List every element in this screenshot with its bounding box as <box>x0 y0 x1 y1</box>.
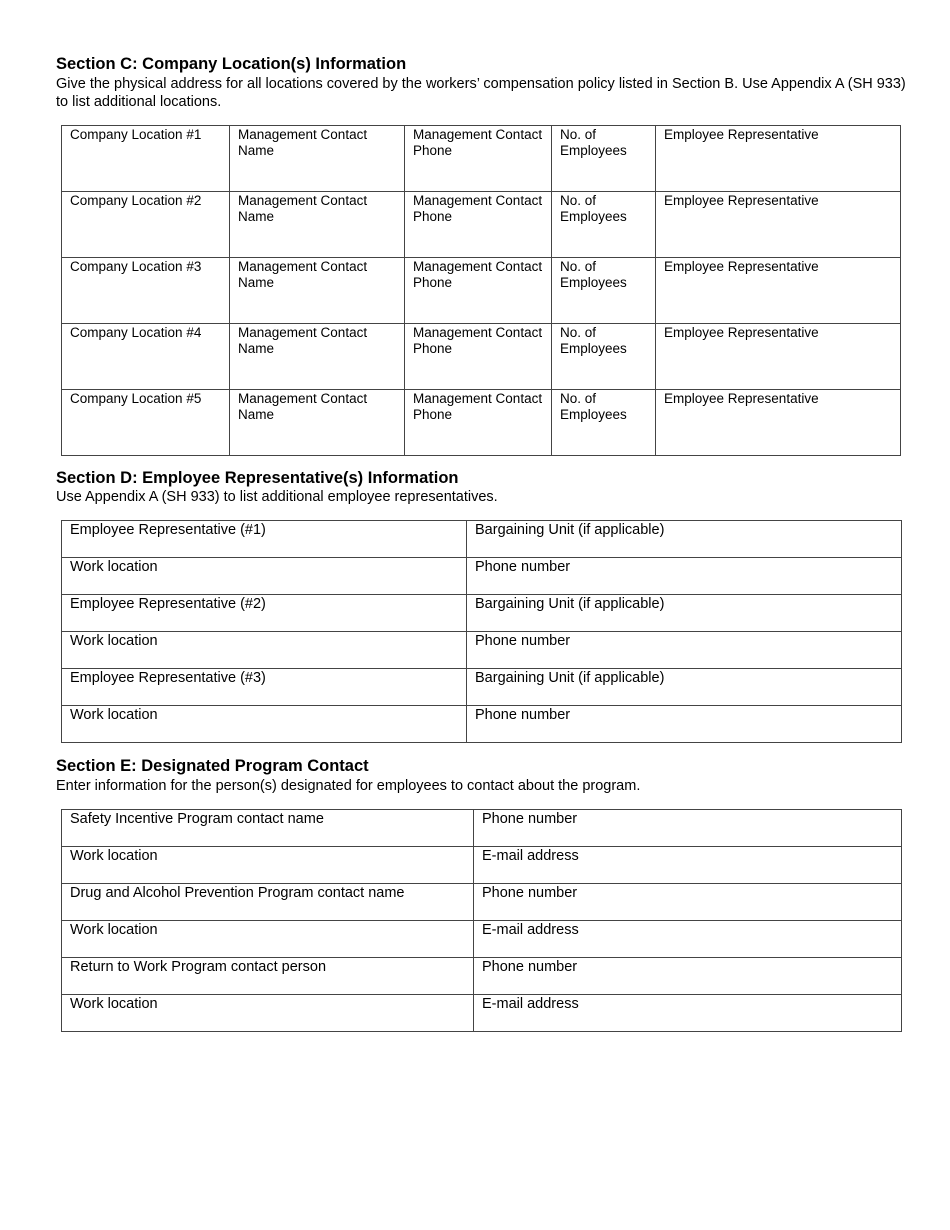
table-row <box>62 884 902 921</box>
company-location-field[interactable]: Company Location #1 <box>62 126 230 192</box>
employee-representative-field[interactable]: Employee Representative <box>656 126 901 192</box>
phone-number-field[interactable]: Phone number <box>474 958 902 995</box>
work-location-field[interactable]: Work location <box>62 847 474 884</box>
table-row <box>62 669 902 706</box>
company-location-row <box>62 192 901 258</box>
employee-representative-field[interactable]: Employee Representative (#3) <box>62 669 467 706</box>
phone-number-field[interactable]: Phone number <box>467 558 902 595</box>
management-contact-phone-field[interactable]: Management Contact Phone <box>405 390 552 456</box>
table-row <box>62 632 902 669</box>
table-row <box>62 847 902 884</box>
section-c-intro: Give the physical address for all locations covered by the workers’ compensation policy listed in Section B. Use Appendix A (SH 933) to list additional locations. <box>56 76 906 110</box>
company-location-row <box>62 126 901 192</box>
employee-count-field[interactable]: No. of Employees <box>552 324 656 390</box>
company-location-field[interactable]: Company Location #5 <box>62 390 230 456</box>
bargaining-unit-field[interactable]: Bargaining Unit (if applicable) <box>467 521 902 558</box>
program-contacts-table <box>61 809 902 1032</box>
company-location-row <box>62 390 901 456</box>
company-location-field[interactable]: Company Location #3 <box>62 258 230 324</box>
section-c-heading: Section C: Company Location(s) Information <box>56 55 407 73</box>
table-row <box>62 995 902 1032</box>
employee-representatives-table <box>61 520 902 743</box>
management-contact-phone-field[interactable]: Management Contact Phone <box>405 258 552 324</box>
email-address-field[interactable]: E-mail address <box>474 847 902 884</box>
table-row <box>62 810 902 847</box>
program-contact-name-field[interactable]: Safety Incentive Program contact name <box>62 810 474 847</box>
employee-representative-field[interactable]: Employee Representative <box>656 192 901 258</box>
management-contact-phone-field[interactable]: Management Contact Phone <box>405 324 552 390</box>
management-contact-name-field[interactable]: Management Contact Name <box>230 258 405 324</box>
section-d-heading: Section D: Employee Representative(s) Information <box>56 469 459 487</box>
company-location-field[interactable]: Company Location #4 <box>62 324 230 390</box>
bargaining-unit-field[interactable]: Bargaining Unit (if applicable) <box>467 595 902 632</box>
employee-representative-field[interactable]: Employee Representative (#2) <box>62 595 467 632</box>
table-row <box>62 521 902 558</box>
table-row <box>62 558 902 595</box>
management-contact-name-field[interactable]: Management Contact Name <box>230 192 405 258</box>
table-row <box>62 921 902 958</box>
management-contact-phone-field[interactable]: Management Contact Phone <box>405 192 552 258</box>
table-row <box>62 706 902 743</box>
bargaining-unit-field[interactable]: Bargaining Unit (if applicable) <box>467 669 902 706</box>
section-e-intro: Enter information for the person(s) designated for employees to contact about the program. <box>56 778 641 794</box>
management-contact-name-field[interactable]: Management Contact Name <box>230 390 405 456</box>
company-location-row <box>62 258 901 324</box>
work-location-field[interactable]: Work location <box>62 921 474 958</box>
table-row <box>62 595 902 632</box>
phone-number-field[interactable]: Phone number <box>474 810 902 847</box>
management-contact-name-field[interactable]: Management Contact Name <box>230 126 405 192</box>
table-row <box>62 958 902 995</box>
section-d-intro: Use Appendix A (SH 933) to list additional employee representatives. <box>56 489 498 505</box>
employee-count-field[interactable]: No. of Employees <box>552 192 656 258</box>
employee-representative-field[interactable]: Employee Representative <box>656 258 901 324</box>
phone-number-field[interactable]: Phone number <box>467 706 902 743</box>
phone-number-field[interactable]: Phone number <box>467 632 902 669</box>
employee-representative-field[interactable]: Employee Representative <box>656 324 901 390</box>
employee-count-field[interactable]: No. of Employees <box>552 126 656 192</box>
email-address-field[interactable]: E-mail address <box>474 995 902 1032</box>
employee-count-field[interactable]: No. of Employees <box>552 390 656 456</box>
phone-number-field[interactable]: Phone number <box>474 884 902 921</box>
employee-representative-field[interactable]: Employee Representative <box>656 390 901 456</box>
work-location-field[interactable]: Work location <box>62 706 467 743</box>
company-location-field[interactable]: Company Location #2 <box>62 192 230 258</box>
company-locations-table <box>61 125 901 456</box>
work-location-field[interactable]: Work location <box>62 558 467 595</box>
work-location-field[interactable]: Work location <box>62 995 474 1032</box>
management-contact-name-field[interactable]: Management Contact Name <box>230 324 405 390</box>
employee-count-field[interactable]: No. of Employees <box>552 258 656 324</box>
company-location-row <box>62 324 901 390</box>
program-contact-name-field[interactable]: Drug and Alcohol Prevention Program contact name <box>62 884 474 921</box>
management-contact-phone-field[interactable]: Management Contact Phone <box>405 126 552 192</box>
section-e-heading: Section E: Designated Program Contact <box>56 757 369 775</box>
email-address-field[interactable]: E-mail address <box>474 921 902 958</box>
work-location-field[interactable]: Work location <box>62 632 467 669</box>
employee-representative-field[interactable]: Employee Representative (#1) <box>62 521 467 558</box>
program-contact-name-field[interactable]: Return to Work Program contact person <box>62 958 474 995</box>
